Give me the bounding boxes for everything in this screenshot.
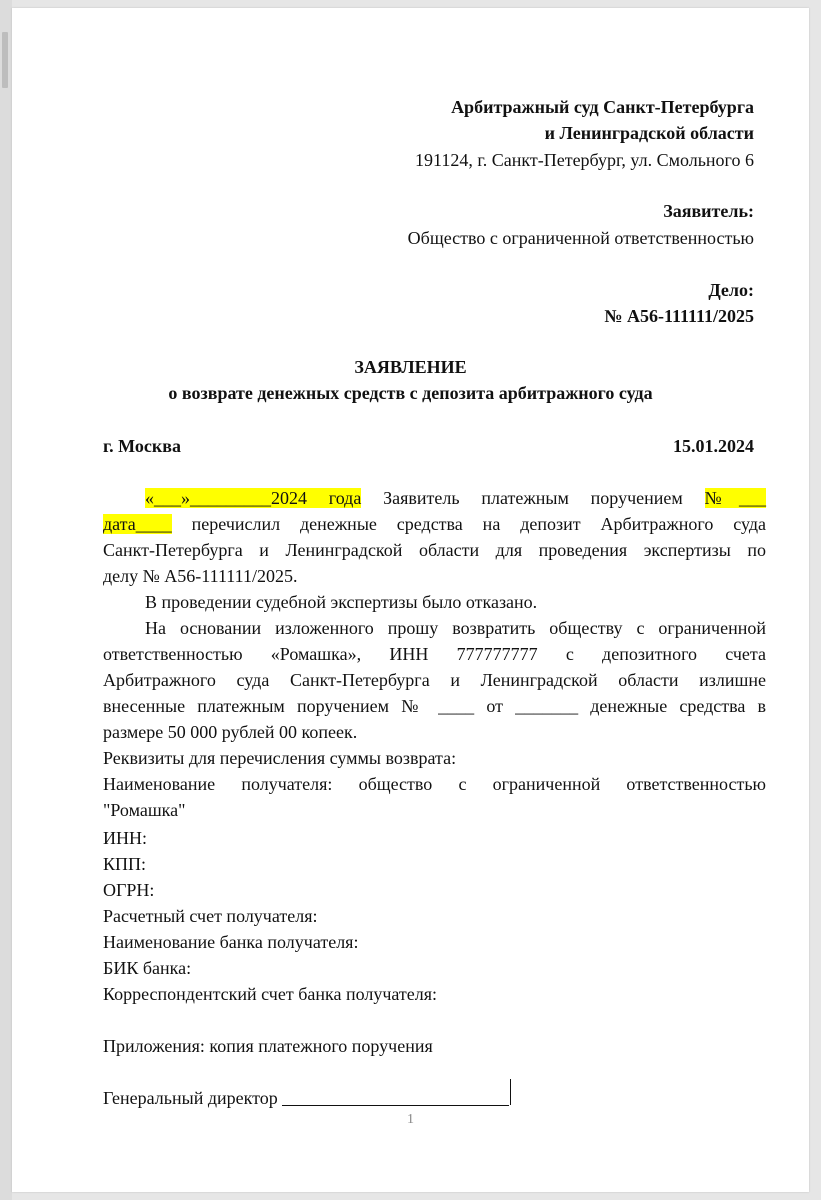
case-number: № А56-111111/2025: [604, 306, 754, 326]
place-city: г. Москва: [103, 436, 181, 456]
paragraph-line: Арбитражного суда Санкт-Петербурга и Ленинградской области излишне: [103, 670, 766, 690]
signature-label: Генеральный директор: [103, 1088, 278, 1108]
highlight-data-placeholder: дата____: [103, 514, 172, 534]
paragraph-text: перечислил денежные средства на депозит Арбитражного суда: [171, 514, 766, 534]
place-date: 15.01.2024: [673, 436, 754, 456]
court-name-line1: Арбитражный суд Санкт-Петербурга: [451, 97, 754, 117]
requisite-corr-account: Корреспондентский счет банка получателя:: [103, 984, 438, 1004]
paragraph-line: [103, 485, 766, 511]
paragraph-request: [103, 615, 766, 745]
court-address: 191124, г. Санкт-Петербург, ул. Смольного 6: [415, 150, 754, 170]
paragraph-refusal: В проведении судебной экспертизы было отказано.: [145, 592, 538, 612]
paragraph-line: ответственностью «Ромашка», ИНН 777777777 с депозитного счета: [103, 644, 766, 664]
recipient-name: [103, 771, 766, 823]
highlight-date-placeholder: «___»_________2024 года: [145, 488, 362, 508]
requisite-kpp: КПП:: [103, 854, 147, 874]
paragraph-line: размере 50 000 рублей 00 копеек.: [103, 722, 358, 742]
document-subtitle: о возврате денежных средств с депозита арбитражного суда: [168, 383, 653, 403]
requisite-bank-name: Наименование банка получателя:: [103, 932, 359, 952]
requisite-account: Расчетный счет получателя:: [103, 906, 318, 926]
signature-block: [103, 1085, 509, 1111]
page-number: 1: [407, 1112, 414, 1127]
case-label: Дело:: [708, 280, 754, 300]
paragraph-line: "Ромашка": [103, 800, 186, 820]
requisite-inn: ИНН:: [103, 828, 147, 848]
court-name-line2: и Ленинградской области: [544, 123, 754, 143]
signature-line: [282, 1085, 509, 1106]
paragraph-deposit: [103, 485, 766, 589]
document-page: [12, 8, 809, 1192]
requisite-bik: БИК банка:: [103, 958, 192, 978]
paragraph-text: Заявитель платежным поручением: [361, 488, 705, 508]
requisites-heading: Реквизиты для перечисления суммы возврата:: [103, 748, 457, 768]
paragraph-line: Наименование получателя: общество с ограниченной ответственностью: [103, 774, 766, 794]
paragraph-line: делу № А56-111111/2025.: [103, 566, 298, 586]
attachments-line: Приложения: копия платежного поручения: [103, 1036, 433, 1056]
paragraph-line: [103, 511, 766, 537]
applicant-label: Заявитель:: [663, 201, 754, 221]
left-margin-strip: [0, 0, 12, 1200]
paragraph-line: На основании изложенного прошу возвратить обществу с ограниченной: [145, 618, 766, 638]
scroll-marker: [2, 32, 8, 88]
applicant-name: Общество с ограниченной ответственностью: [407, 228, 754, 248]
paragraph-line: Санкт-Петербурга и Ленинградской области для проведения экспертизы по: [103, 540, 766, 560]
requisite-ogrn: ОГРН:: [103, 880, 155, 900]
highlight-number-placeholder: №___: [704, 488, 766, 508]
document-title: ЗАЯВЛЕНИЕ: [354, 357, 467, 377]
paragraph-line: внесенные платежным поручением № ____ от _______ денежные средства в: [103, 696, 766, 716]
